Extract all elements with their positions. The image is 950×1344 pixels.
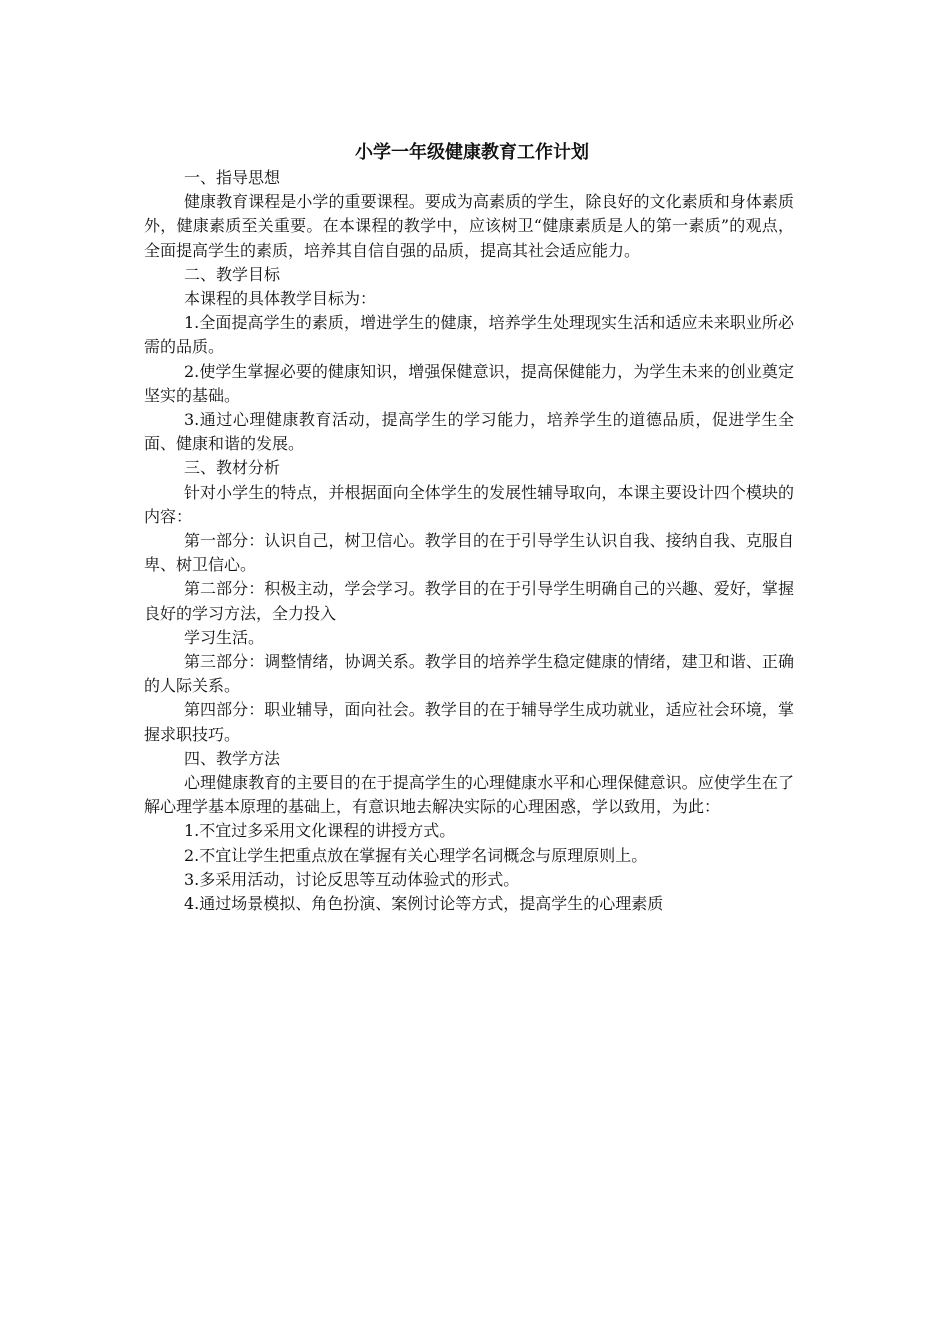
list-item-method-3: 3.多采用活动，讨论反思等互动体验式的形式。 <box>184 869 520 889</box>
document-title: 小学一年级健康教育工作计划 <box>355 142 589 163</box>
section-heading-teaching-methods: 四、教学方法 <box>184 748 281 768</box>
list-item-goal-1: 1.全面提高学生的素质，增进学生的健康，培养学生处理现实生活和适应未来职业所必需的品质。 <box>144 313 794 357</box>
paragraph-part-1: 第一部分：认识自己，树卫信心。教学目的在于引导学生认识自我、接纳自我、克服自卑、树卫信心。 <box>144 531 794 575</box>
paragraph-guiding-ideology: 健康教育课程是小学的重要课程。要成为高素质的学生，除良好的文化素质和身体素质外，健康素质至关重要。在本课程的教学中，应该树卫“健康素质是人的第一素质”的观点，全面提高学生的素质，培养其自信自强的品质，提高其社会适应能力。 <box>144 192 794 260</box>
paragraph-part-2-continued: 学习生活。 <box>184 627 265 647</box>
list-item-goal-2: 2.使学生掌握必要的健康知识，增强保健意识，提高保健能力，为学生未来的创业奠定坚实的基础。 <box>144 361 794 405</box>
section-heading-teaching-goals: 二、教学目标 <box>184 264 281 284</box>
section-heading-material-analysis: 三、教材分析 <box>184 458 281 478</box>
list-item-method-1: 1.不宜过多采用文化课程的讲授方式。 <box>184 821 456 841</box>
list-item-goal-3: 3.通过心理健康教育活动，提高学生的学习能力，培养学生的道德品质，促进学生全面、健康和谐的发展。 <box>144 410 794 454</box>
section-heading-guiding-ideology: 一、指导思想 <box>184 168 281 187</box>
list-item-method-2: 2.不宜让学生把重点放在掌握有关心理学名词概念与原理原则上。 <box>184 845 648 865</box>
paragraph-goals-intro: 本课程的具体教学目标为： <box>184 289 377 309</box>
paragraph-methods-intro: 心理健康教育的主要目的在于提高学生的心理健康水平和心理保健意识。应使学生在了解心理学基本原理的基础上，有意识地去解决实际的心理困惑，学以致用，为此： <box>144 773 794 817</box>
paragraph-material-intro: 针对小学生的特点，并根据面向全体学生的发展性辅导取向，本课主要设计四个模块的内容： <box>144 482 794 526</box>
document-page <box>144 140 794 916</box>
paragraph-part-3: 第三部分：调整情绪，协调关系。教学目的培养学生稳定健康的情绪，建卫和谐、正确的人际关系。 <box>144 652 794 696</box>
paragraph-part-2: 第二部分：积极主动，学会学习。教学目的在于引导学生明确自己的兴趣、爱好，掌握良好的学习方法，全力投入 <box>144 579 794 623</box>
list-item-method-4: 4.通过场景模拟、角色扮演、案例讨论等方式，提高学生的心理素质 <box>184 894 664 914</box>
paragraph-part-4: 第四部分：职业辅导，面向社会。教学目的在于辅导学生成功就业，适应社会环境，掌握求职技巧。 <box>144 700 794 744</box>
